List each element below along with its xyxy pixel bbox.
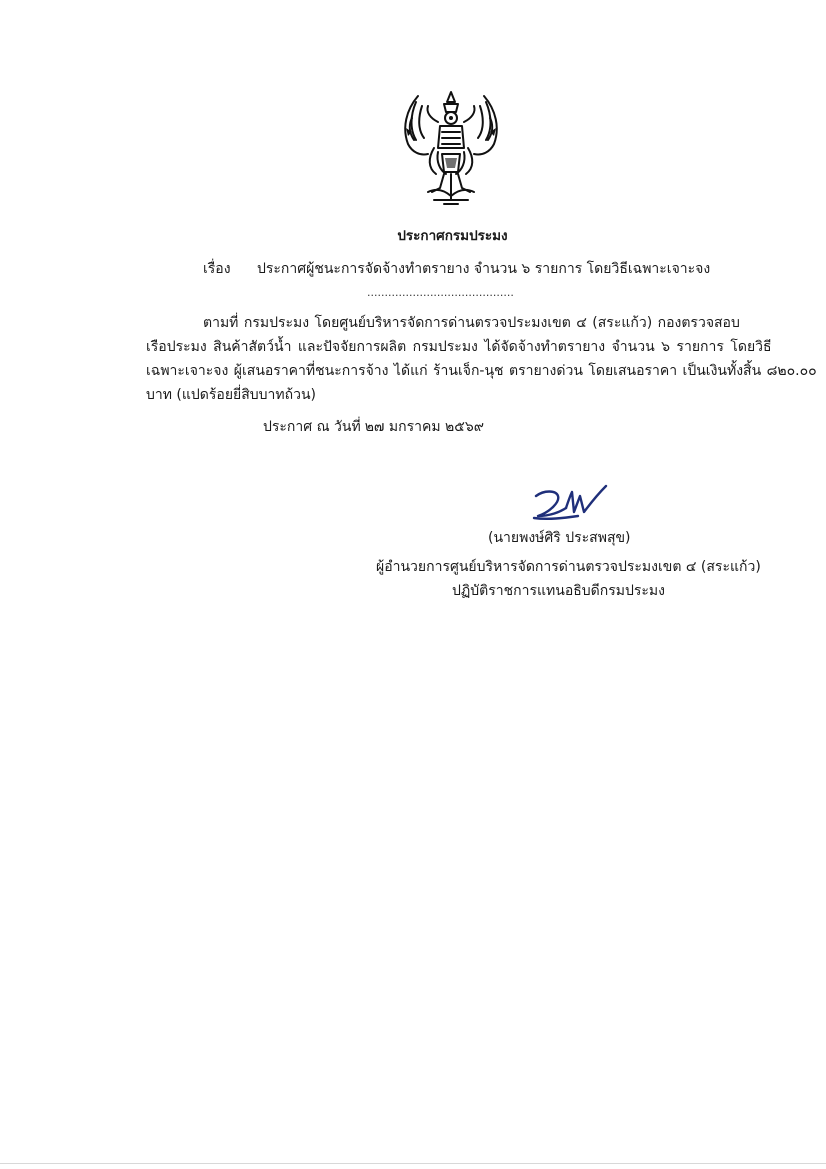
body-line-1: ตามที่ กรมประมง โดยศูนย์บริหารจัดการด่านตรวจประมงเขต ๔ (สระแก้ว) กองตรวจสอบ: [203, 315, 740, 331]
date-prefix: ประกาศ ณ วันที่: [263, 419, 361, 435]
announcement-title: ประกาศกรมประมง: [397, 228, 508, 244]
separator-dots: ..........................................: [367, 286, 514, 299]
signer-name: (นายพงษ์ศิริ ประสพสุข): [488, 530, 631, 546]
body-line-2: เรือประมง สินค้าสัตว์น้ำ และปัจจัยการผลิต กรมประมง ได้จัดจ้างทำตรายาง จำนวน ๖ รายการ โดยวิธี: [146, 339, 772, 355]
signer-acting-on-behalf: ปฏิบัติราชการแทนอธิบดีกรมประมง: [452, 583, 665, 599]
signer-position: ผู้อำนวยการศูนย์บริหารจัดการด่านตรวจประมงเขต ๔ (สระแก้ว): [376, 559, 761, 575]
page-edge-divider: [0, 1163, 826, 1164]
handwritten-signature-icon: [528, 482, 610, 524]
date-value: ๒๗ มกราคม ๒๕๖๙: [364, 419, 485, 435]
announcement-date: [263, 416, 484, 438]
body-line-4: บาท (แปดร้อยยี่สิบบาทถ้วน): [146, 387, 317, 403]
body-line-3: เฉพาะเจาะจง ผู้เสนอราคาที่ชนะการจ้าง ได้แก่ ร้านเจ็ก-นุช ตรายางด่วน โดยเสนอราคา เป็นเงินทั้งสิ้น ๘๒๐.๐๐: [146, 363, 817, 379]
subject-line: [203, 258, 710, 280]
subject-label: เรื่อง: [203, 261, 231, 277]
garuda-emblem-icon: [398, 88, 504, 210]
subject-text: ประกาศผู้ชนะการจัดจ้างทำตรายาง จำนวน ๖ รายการ โดยวิธีเฉพาะเจาะจง: [257, 261, 711, 277]
